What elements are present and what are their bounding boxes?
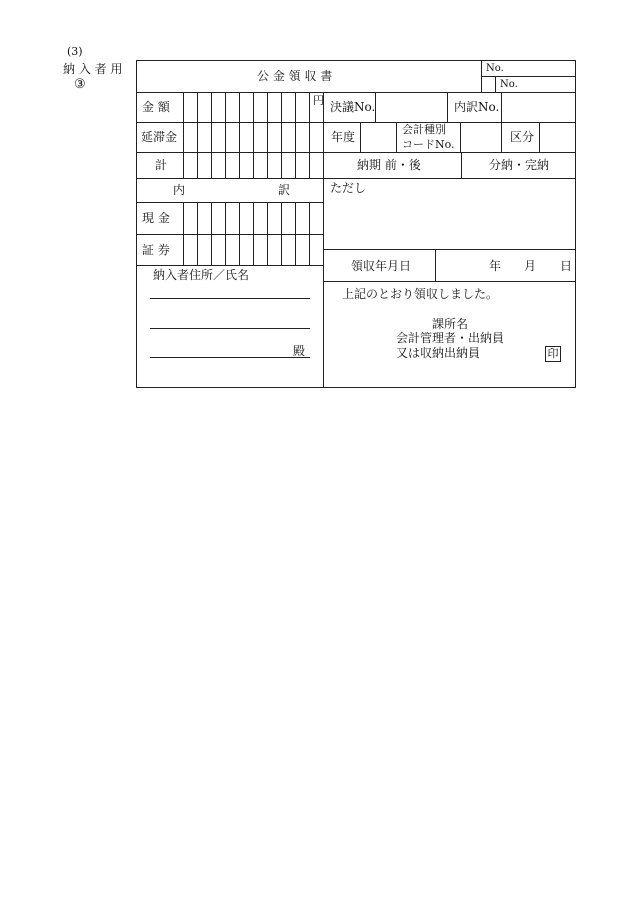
receipt-title: 公 金 領 収 書 xyxy=(257,69,333,83)
breakdown-number-label: 内訳No. xyxy=(454,100,500,114)
late-fee-label: 延滞金 xyxy=(141,130,178,144)
proviso-label: ただし xyxy=(330,181,367,195)
receipt-date-label: 領収年月日 xyxy=(351,259,412,273)
due-period-label: 納期 前・後 xyxy=(357,158,421,172)
account-type-label: 会計種別 xyxy=(402,123,446,136)
cash-label: 現 金 xyxy=(142,211,170,225)
breakdown-label-right: 訳 xyxy=(278,183,291,197)
name-line xyxy=(150,357,310,358)
seal-stamp-box: 印 xyxy=(545,346,561,362)
amount-label: 金 額 xyxy=(142,100,170,114)
sub-number-label: No. xyxy=(500,79,518,90)
receipt-number-label: No. xyxy=(486,63,504,74)
copy-number: ③ xyxy=(74,77,86,92)
officer-label-line2: 又は収納出納員 xyxy=(396,346,481,360)
officer-label-line1: 会計管理者・出納員 xyxy=(396,331,505,345)
day-label: 日 xyxy=(560,259,573,273)
breakdown-label-left: 内 xyxy=(173,183,186,197)
category-label: 区分 xyxy=(510,130,535,144)
year-label: 年 xyxy=(489,259,502,273)
payer-address-label: 納入者住所／氏名 xyxy=(153,268,250,282)
installment-label: 分納・完納 xyxy=(489,158,550,172)
account-code-label: コードNo. xyxy=(402,138,455,151)
decision-number-label: 決議No. xyxy=(330,100,376,114)
honorific-label: 殿 xyxy=(293,344,306,358)
yen-unit: 円 xyxy=(313,94,324,107)
month-label: 月 xyxy=(524,259,537,273)
department-label: 課所名 xyxy=(432,317,469,331)
receipt-statement: 上記のとおり領収しました。 xyxy=(342,287,499,301)
total-label: 計 xyxy=(155,158,168,172)
securities-label: 証 券 xyxy=(142,243,170,257)
copy-type-label: 納 入 者 用 xyxy=(63,62,123,76)
fiscal-year-label: 年度 xyxy=(331,130,356,144)
section-number: (3) xyxy=(67,45,83,58)
address-line-1 xyxy=(150,298,310,299)
address-line-2 xyxy=(150,328,310,329)
